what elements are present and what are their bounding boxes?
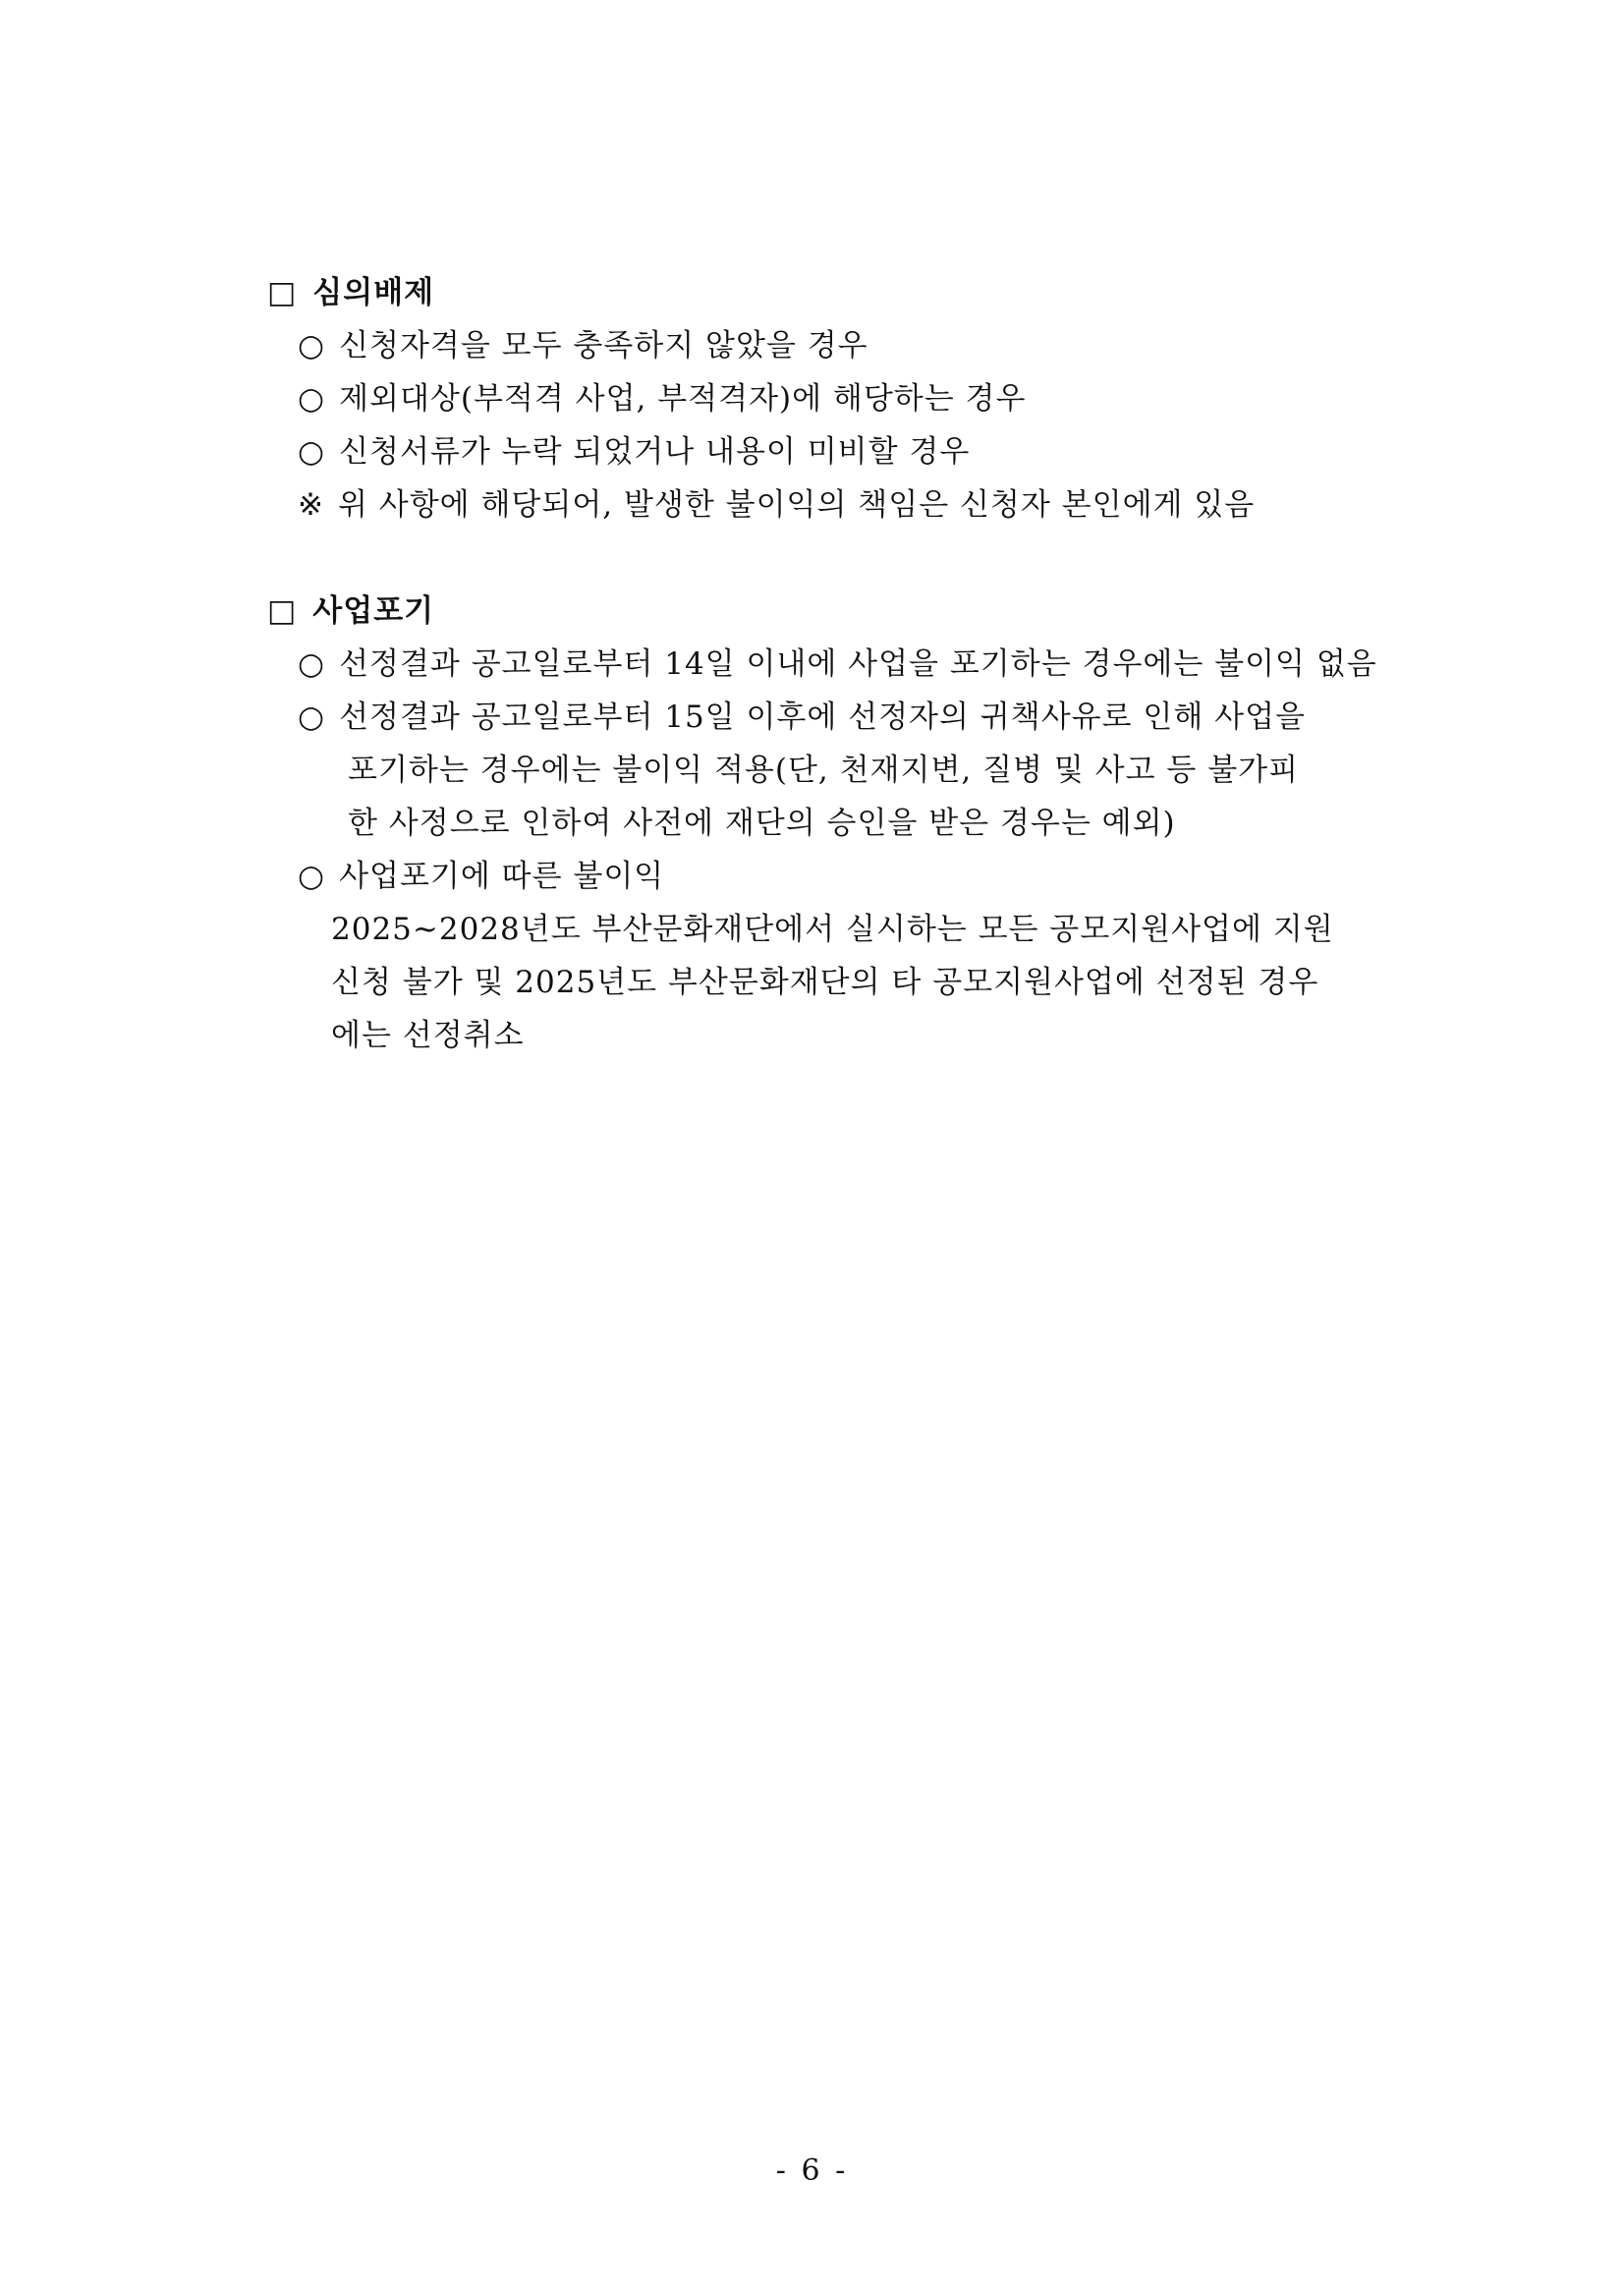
list-item [298, 320, 868, 364]
circle-bullet-icon: ○ [298, 859, 326, 894]
list-item-detail: 2025~2028년도 부산문화재단에서 실시하는 모든 공모지원사업에 지원 [331, 912, 1334, 947]
section-title-text: 심의배제 [312, 275, 435, 310]
circle-bullet-icon: ○ [298, 700, 326, 735]
list-item-continuation: 포기하는 경우에는 불이익 적용(단, 천재지변, 질병 및 사고 등 불가피 [348, 753, 1300, 788]
list-item-detail: 신청 불가 및 2025년도 부산문화재단의 타 공모지원사업에 선정된 경우 [331, 965, 1319, 1000]
page-number: - 6 - [775, 2154, 849, 2188]
list-item-detail: 에는 선정취소 [331, 1018, 525, 1053]
circle-bullet-icon: ○ [298, 434, 326, 470]
list-item [298, 692, 1306, 736]
list-item-text: 선정결과 공고일로부터 15일 이후에 선정자의 귀책사유로 인해 사업을 [339, 700, 1306, 735]
list-item [298, 639, 1377, 683]
list-item-text: 신청자격을 모두 충족하지 않았을 경우 [339, 328, 868, 364]
list-item-continuation: 한 사정으로 인하여 사전에 재단의 승인을 받은 경우는 예외) [348, 806, 1176, 841]
circle-bullet-icon: ○ [298, 646, 326, 682]
section-title-text: 사업포기 [312, 593, 435, 629]
note-item [298, 479, 1255, 524]
list-item [298, 426, 970, 471]
checkbox-marker-icon: □ [267, 275, 298, 310]
section-title-review-exclusion [267, 267, 434, 311]
list-item-text: 선정결과 공고일로부터 14일 이내에 사업을 포기하는 경우에는 불이익 없음 [339, 646, 1377, 682]
circle-bullet-icon: ○ [298, 328, 326, 364]
list-item-text: 신청서류가 누락 되었거나 내용이 미비할 경우 [339, 434, 971, 470]
list-item-text: 제외대상(부적격 사업, 부적격자)에 해당하는 경우 [339, 381, 1027, 417]
reference-mark-icon: ※ [298, 487, 324, 523]
circle-bullet-icon: ○ [298, 381, 326, 417]
list-item [298, 373, 1026, 418]
list-item [298, 851, 664, 895]
section-title-project-abandonment [267, 586, 434, 630]
checkbox-marker-icon: □ [267, 593, 298, 629]
list-item-text: 사업포기에 따른 불이익 [339, 859, 665, 894]
note-text: 위 사항에 해당되어, 발생한 불이익의 책임은 신청자 본인에게 있음 [337, 487, 1256, 523]
